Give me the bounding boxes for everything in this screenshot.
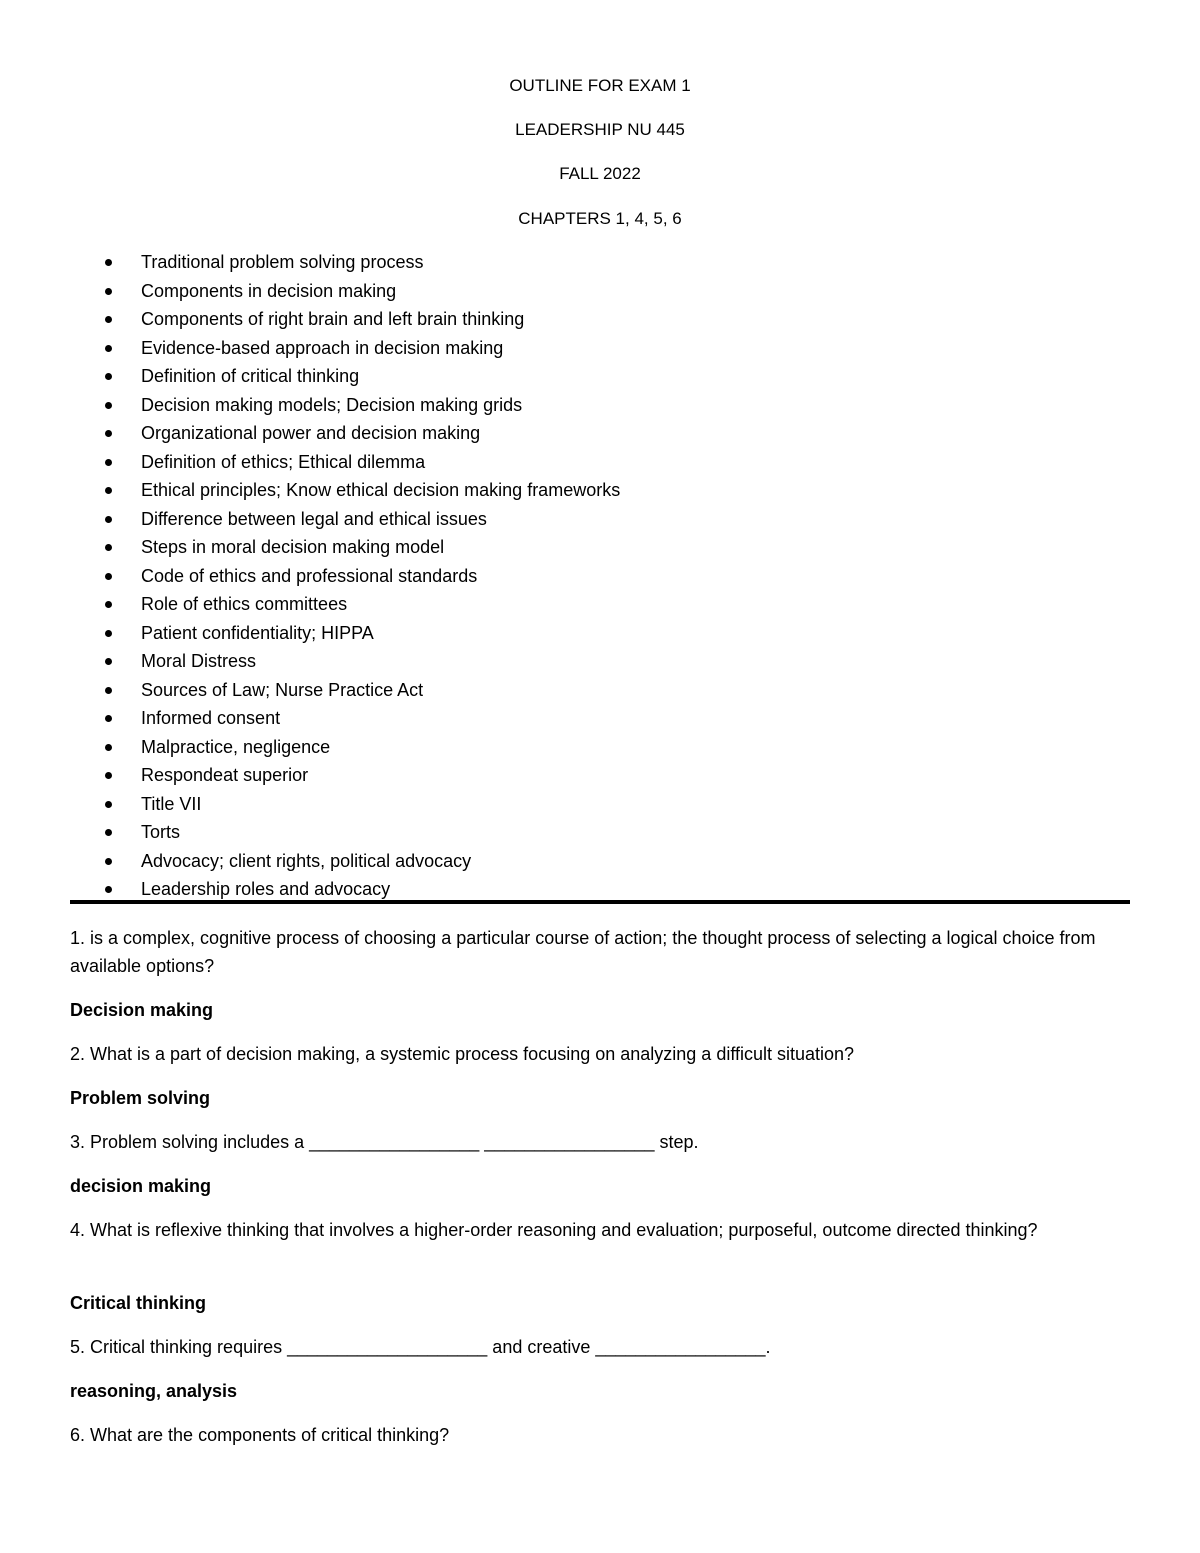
- question-1: 1. is a complex, cognitive process of choosing a particular course of action; the thought process of selecting a logical choice from available options?: [70, 928, 1096, 976]
- outline-item: Traditional problem solving process: [0, 251, 1200, 280]
- outline-item: Moral Distress: [0, 650, 1200, 679]
- answer-2: Problem solving: [70, 1088, 211, 1108]
- bullet-icon: [105, 658, 112, 665]
- answer-5: reasoning, analysis: [70, 1381, 238, 1401]
- bullet-icon: [105, 715, 112, 722]
- outline-item: Title VII: [0, 793, 1200, 822]
- outline-item: Leadership roles and advocacy: [0, 878, 1200, 907]
- outline-item: Torts: [0, 821, 1200, 850]
- answer-1: Decision making: [70, 1000, 214, 1020]
- question-2: 2. What is a part of decision making, a systemic process focusing on analyzing a difficult situation?: [70, 1044, 855, 1064]
- bullet-icon: [105, 772, 112, 779]
- bullet-icon: [105, 288, 112, 295]
- outline-item: Components in decision making: [0, 280, 1200, 309]
- bullet-icon: [105, 430, 112, 437]
- outline-item: Evidence-based approach in decision making: [0, 337, 1200, 366]
- bullet-icon: [105, 744, 112, 751]
- bullet-icon: [105, 573, 112, 580]
- outline-item: Steps in moral decision making model: [0, 536, 1200, 565]
- outline-item: Respondeat superior: [0, 764, 1200, 793]
- bullet-icon: [105, 544, 112, 551]
- outline-item: Informed consent: [0, 707, 1200, 736]
- bullet-icon: [105, 459, 112, 466]
- bullet-icon: [105, 687, 112, 694]
- answer-3: decision making: [70, 1176, 212, 1196]
- outline-item: Definition of ethics; Ethical dilemma: [0, 451, 1200, 480]
- outline-list: [0, 251, 1200, 907]
- bullet-icon: [105, 345, 112, 352]
- question-5: 5. Critical thinking requires ____________________ and creative _________________.: [70, 1337, 771, 1357]
- outline-item: Sources of Law; Nurse Practice Act: [0, 679, 1200, 708]
- question-3: 3. Problem solving includes a _________________ _________________ step.: [70, 1132, 699, 1152]
- section-divider: [70, 900, 1130, 904]
- outline-item: Difference between legal and ethical issues: [0, 508, 1200, 537]
- outline-item: Patient confidentiality; HIPPA: [0, 622, 1200, 651]
- outline-item: Role of ethics committees: [0, 593, 1200, 622]
- chapters: CHAPTERS 1, 4, 5, 6: [518, 209, 682, 228]
- bullet-icon: [105, 487, 112, 494]
- bullet-icon: [105, 316, 112, 323]
- outline-item: Code of ethics and professional standards: [0, 565, 1200, 594]
- question-6: 6. What are the components of critical thinking?: [70, 1425, 450, 1445]
- outline-item: Decision making models; Decision making grids: [0, 394, 1200, 423]
- outline-item: Definition of critical thinking: [0, 365, 1200, 394]
- bullet-icon: [105, 829, 112, 836]
- answer-4: Critical thinking: [70, 1293, 207, 1313]
- bullet-icon: [105, 516, 112, 523]
- document-title: OUTLINE FOR EXAM 1: [509, 76, 691, 95]
- bullet-icon: [105, 886, 112, 893]
- bullet-icon: [105, 402, 112, 409]
- bullet-icon: [105, 373, 112, 380]
- outline-item: Advocacy; client rights, political advocacy: [0, 850, 1200, 879]
- bullet-icon: [105, 858, 112, 865]
- outline-item: Components of right brain and left brain thinking: [0, 308, 1200, 337]
- course-name: LEADERSHIP NU 445: [515, 120, 685, 139]
- bullet-icon: [105, 259, 112, 266]
- term: FALL 2022: [559, 164, 641, 183]
- bullet-icon: [105, 601, 112, 608]
- outline-item: Malpractice, negligence: [0, 736, 1200, 765]
- bullet-icon: [105, 801, 112, 808]
- outline-item: Organizational power and decision making: [0, 422, 1200, 451]
- question-4: 4. What is reflexive thinking that involves a higher-order reasoning and evaluation; purposeful, outcome directed thinking?: [70, 1220, 1038, 1240]
- bullet-icon: [105, 630, 112, 637]
- outline-item: Ethical principles; Know ethical decision making frameworks: [0, 479, 1200, 508]
